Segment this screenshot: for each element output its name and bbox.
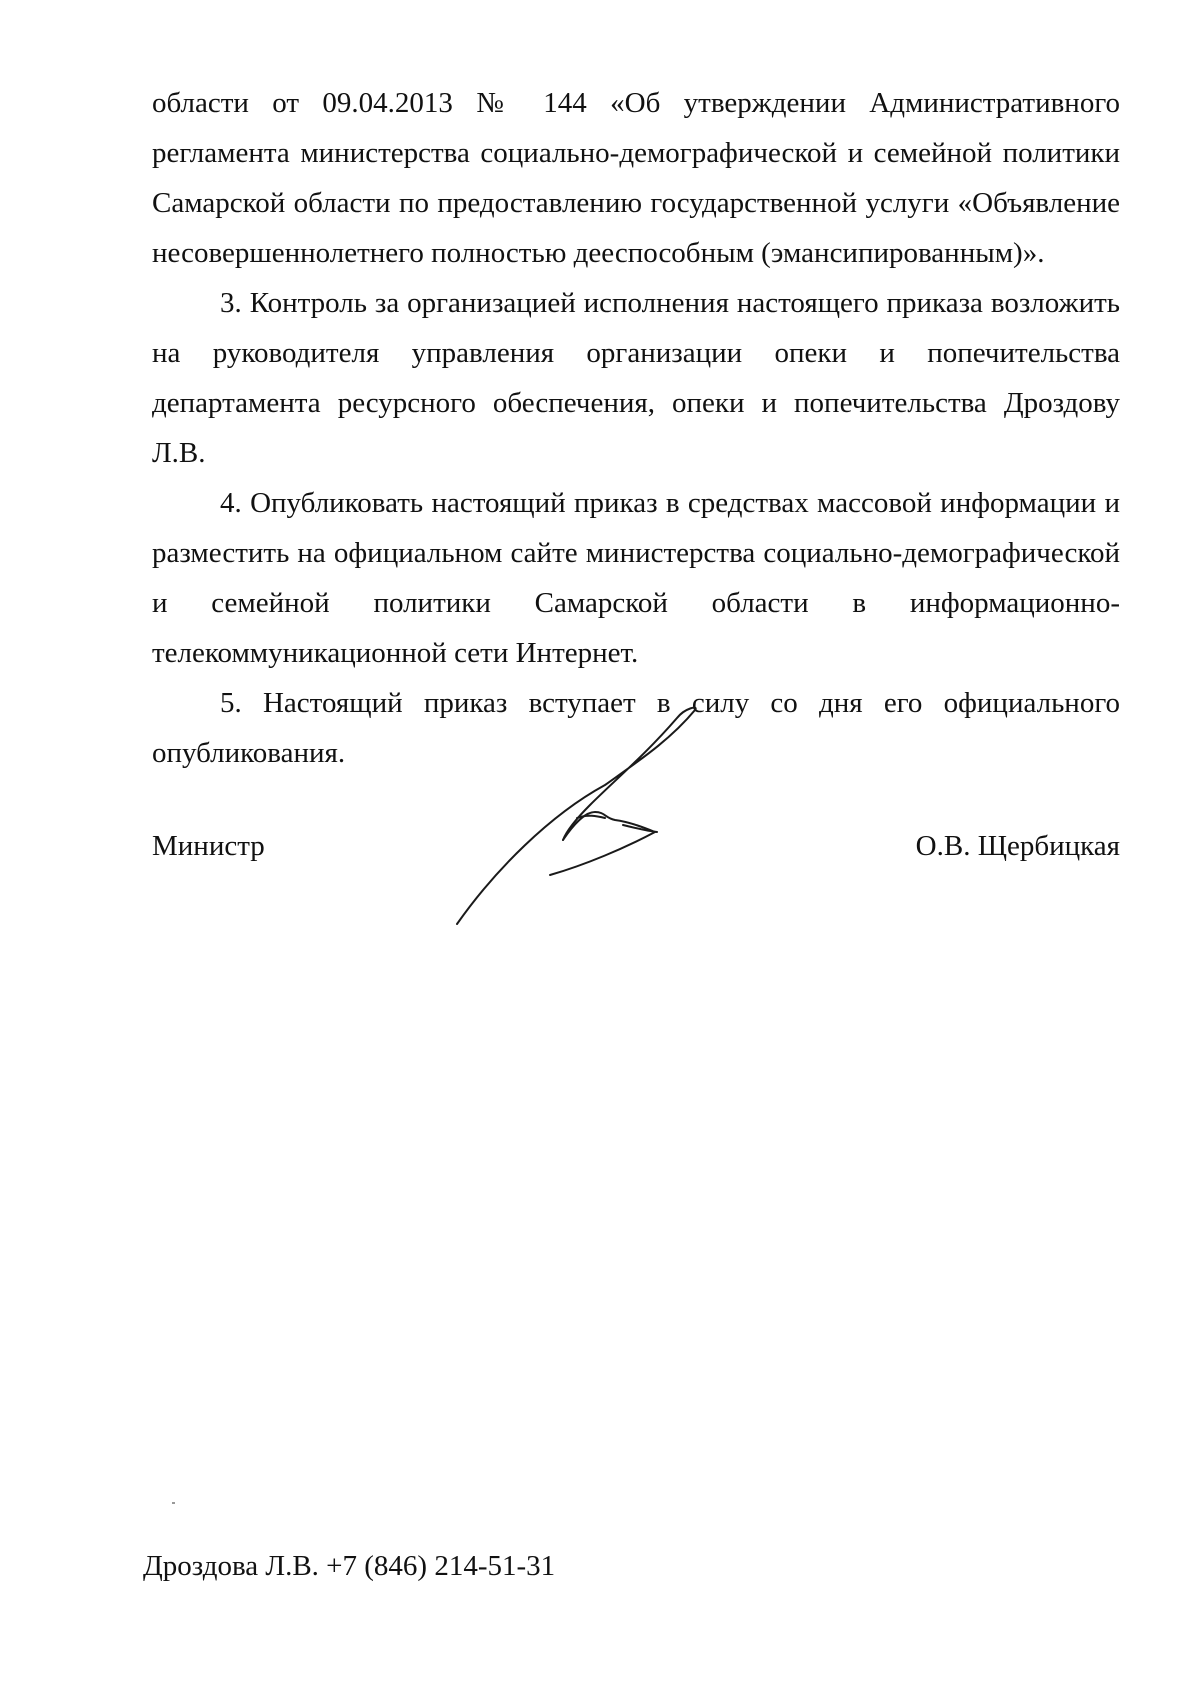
signer-name: О.В. Щербицкая: [915, 830, 1120, 862]
handwritten-signature: [455, 700, 755, 930]
scan-speck: [172, 1502, 175, 1504]
contact-line: Дроздова Л.В. +7 (846) 214-51-31: [143, 1550, 556, 1582]
paragraph-3: 3. Контроль за организацией исполнения настоящего приказа возложить на руководителя управления организации опеки и попечительства департамента ресурсного обеспечения, опеки и попечительства Дроздову Л.В.: [152, 287, 1120, 469]
paragraph-continuation: области от 09.04.2013 № 144 «Об утверждении Административного регламента министерства социально-демографической и семейной политики Самарской области по предоставлению государственной услуги «Объявление несовершеннолетнего полностью дееспособным (эмансипированным)».: [152, 87, 1120, 269]
paragraph-4: 4. Опубликовать настоящий приказ в средствах массовой информации и разместить на официальном сайте министерства социально-демографической и семейной политики Самарской области в информационно-телекоммуникационной сети Интернет.: [152, 487, 1120, 669]
paragraph-5: 5. Настоящий приказ вступает в силу со дня его официального опубликования.: [152, 687, 1120, 769]
document-body: [152, 78, 1120, 778]
signer-title: Министр: [152, 830, 265, 862]
